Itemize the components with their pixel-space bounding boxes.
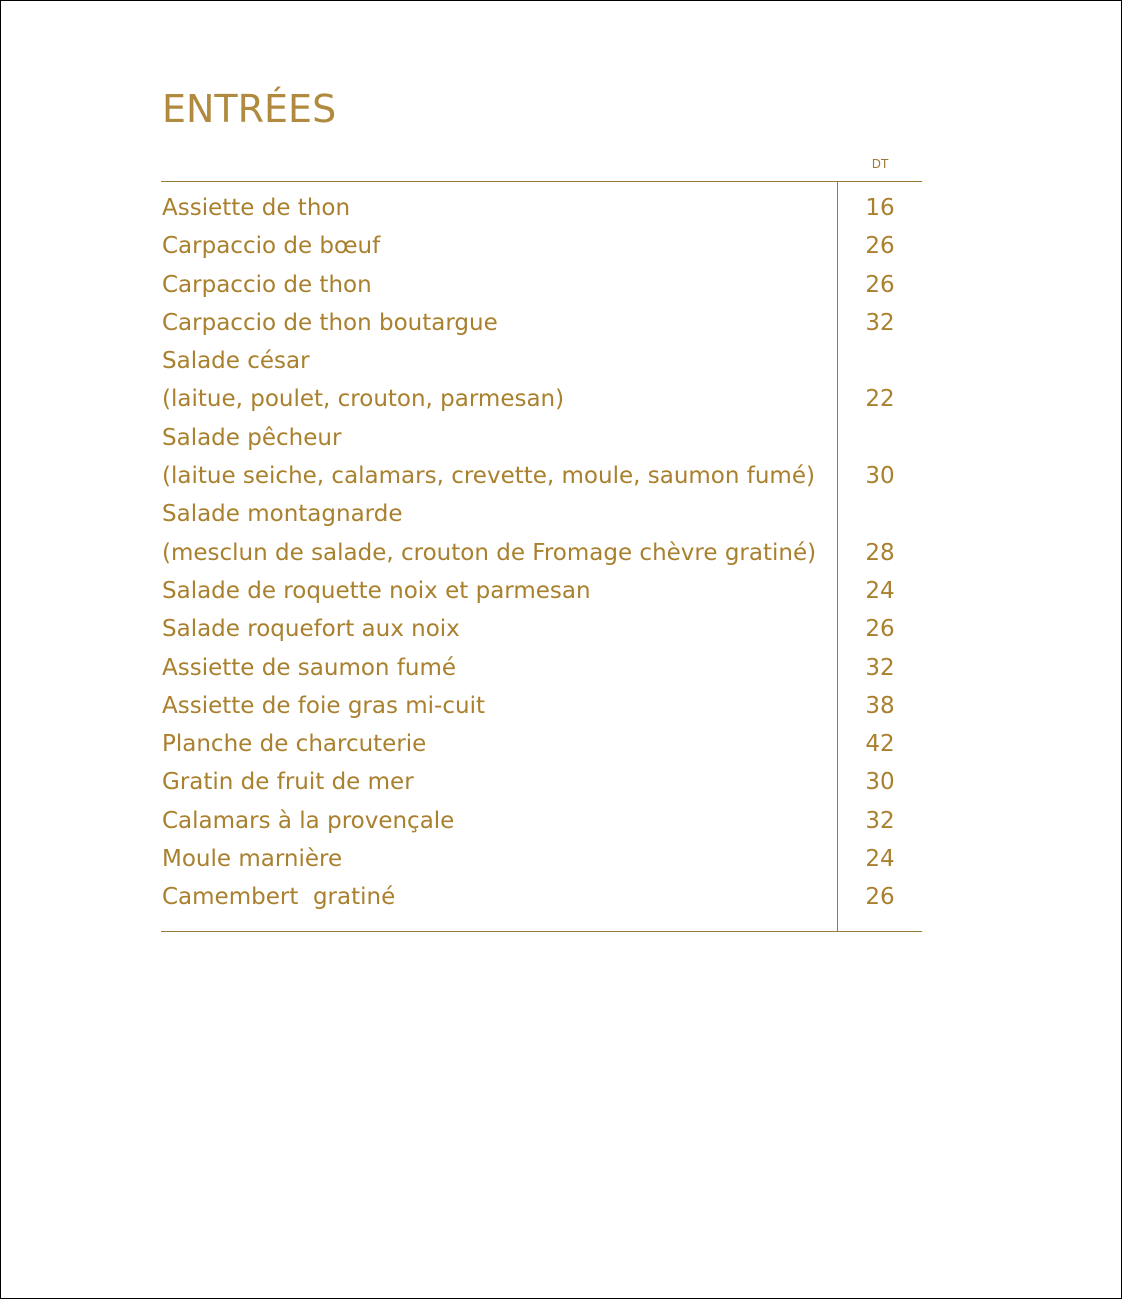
menu-line [162, 840, 922, 878]
top-divider [161, 181, 922, 182]
menu-item-price: 30 [865, 463, 895, 490]
menu-line [162, 649, 922, 687]
menu-item-price: 42 [865, 731, 895, 758]
menu-item-name: (laitue seiche, calamars, crevette, moule, saumon fumé) [162, 463, 815, 490]
menu-line [162, 342, 922, 380]
menu-line [162, 802, 922, 840]
menu-item-list [162, 189, 922, 917]
menu-line [162, 419, 922, 457]
menu-item-name: Salade montagnarde [162, 501, 403, 528]
menu-item-name: Moule marnière [162, 846, 343, 873]
currency-label: DT [871, 157, 889, 171]
menu-item-name: Calamars à la provençale [162, 807, 455, 834]
menu-item-price: 26 [865, 884, 895, 911]
menu-item-name: (laitue, poulet, crouton, parmesan) [162, 386, 565, 413]
menu-section-title: ENTRÉES [162, 87, 337, 131]
menu-line [162, 763, 922, 801]
menu-item-name: Salade roquefort aux noix [162, 616, 460, 643]
menu-item-price: 22 [865, 386, 895, 413]
menu-item-price: 28 [865, 539, 895, 566]
menu-item-name: Carpaccio de bœuf [162, 233, 381, 260]
menu-line [162, 610, 922, 648]
menu-item-name: Carpaccio de thon [162, 271, 372, 298]
menu-item-price: 26 [865, 233, 895, 260]
menu-line [162, 189, 922, 227]
menu-line [162, 572, 922, 610]
menu-item-price: 30 [865, 769, 895, 796]
menu-item-price: 32 [865, 654, 895, 681]
menu-line [162, 227, 922, 265]
menu-item-price: 24 [865, 846, 895, 873]
menu-line [162, 687, 922, 725]
menu-item-name: Salade de roquette noix et parmesan [162, 577, 591, 604]
menu-item-price: 26 [865, 616, 895, 643]
menu-item-name: Planche de charcuterie [162, 731, 427, 758]
menu-item-name: Salade césar [162, 348, 310, 375]
menu-item-name: Assiette de foie gras mi-cuit [162, 692, 485, 719]
menu-line [162, 304, 922, 342]
menu-line [162, 725, 922, 763]
menu-line [162, 266, 922, 304]
menu-item-price: 38 [865, 692, 895, 719]
menu-item-price: 32 [865, 807, 895, 834]
bottom-divider [161, 931, 922, 932]
menu-item-name: Assiette de saumon fumé [162, 654, 457, 681]
menu-item-price: 32 [865, 309, 895, 336]
menu-item-name: (mesclun de salade, crouton de Fromage chèvre gratiné) [162, 539, 817, 566]
menu-item-price: 26 [865, 271, 895, 298]
menu-item-name: Assiette de thon [162, 195, 351, 221]
menu-item-price: 24 [865, 577, 895, 604]
menu-item-name: Carpaccio de thon boutargue [162, 309, 498, 336]
menu-line [162, 878, 922, 916]
menu-item-name: Salade pêcheur [162, 424, 342, 451]
menu-item-name: Camembert gratiné [162, 884, 396, 911]
menu-item-price: 16 [865, 195, 895, 221]
menu-line [162, 495, 922, 533]
menu-item-name: Gratin de fruit de mer [162, 769, 414, 796]
menu-line [162, 380, 922, 418]
menu-line [162, 457, 922, 495]
menu-line [162, 534, 922, 572]
